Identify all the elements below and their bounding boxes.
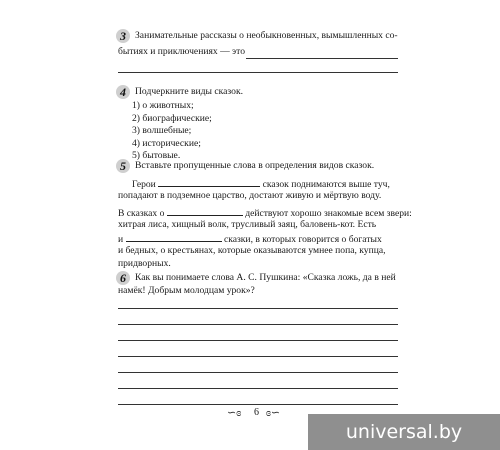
- page-number: 6: [254, 407, 259, 418]
- task3-line1: Занимательные рассказы о необыкновенных, вымышленных со-: [135, 30, 398, 41]
- text-fragment: сказок поднимаются выше туч,: [262, 179, 390, 190]
- answer-line[interactable]: [118, 340, 398, 341]
- watermark: universal.by: [308, 414, 500, 450]
- list-item[interactable]: 1) о животных;: [132, 100, 194, 111]
- task-number-6: 6: [116, 271, 130, 285]
- task4-title: Подчеркните виды сказок.: [135, 86, 243, 97]
- fill-blank[interactable]: [167, 206, 243, 216]
- task5-p1-line2: попадают в подземное царство, достают живую и мёртвую воду.: [118, 190, 382, 201]
- task3-line2: бытиях и приключениях — это: [118, 46, 246, 57]
- answer-line[interactable]: [118, 388, 398, 389]
- task5-p2-line2: хитрая лиса, хищный волк, трусливый заяц, баловень-кот. Есть: [118, 219, 377, 230]
- answer-line[interactable]: [246, 58, 398, 59]
- task-number-4: 4: [116, 85, 130, 99]
- list-item[interactable]: 3) волшебные;: [132, 125, 192, 137]
- task-number-5: 5: [116, 159, 130, 173]
- list-item[interactable]: 5) бытовые.: [132, 150, 181, 162]
- fill-blank[interactable]: [126, 232, 222, 242]
- text-fragment: Герои: [132, 179, 156, 190]
- answer-line[interactable]: [118, 356, 398, 357]
- fill-blank[interactable]: [158, 177, 260, 187]
- story-types-list: [132, 100, 212, 163]
- task5-p3-line2: и бедных, о крестьянах, которые оказываются умнее попа, купца,: [118, 245, 386, 256]
- text-fragment: В сказках о: [118, 208, 165, 219]
- text-fragment: действуют хорошо знакомые всем звери:: [245, 208, 412, 219]
- task5-title: Вставьте пропущенные слова в определения видов сказок.: [135, 160, 375, 171]
- answer-line[interactable]: [118, 324, 398, 325]
- list-item[interactable]: 2) биографические;: [132, 112, 212, 124]
- task5-p3-line3: придворных.: [118, 258, 171, 269]
- left-ornament-icon: ∽ɞ: [227, 407, 242, 419]
- task6-line1: Как вы понимаете слова А. С. Пушкина: «Сказка ложь, да в ней: [135, 272, 396, 283]
- answer-line[interactable]: [118, 72, 398, 73]
- right-ornament-icon: ɞ∽: [266, 407, 281, 419]
- task-number-3: 3: [116, 29, 130, 43]
- answer-line[interactable]: [118, 308, 398, 309]
- text-fragment: и: [118, 234, 124, 245]
- answer-line[interactable]: [118, 372, 398, 373]
- answer-line[interactable]: [118, 404, 398, 405]
- list-item[interactable]: 4) исторические;: [132, 137, 201, 149]
- text-fragment: сказки, в которых говорится о богатых: [223, 234, 382, 245]
- task6-line2: намёк! Добрым молодцам урок»?: [118, 285, 255, 296]
